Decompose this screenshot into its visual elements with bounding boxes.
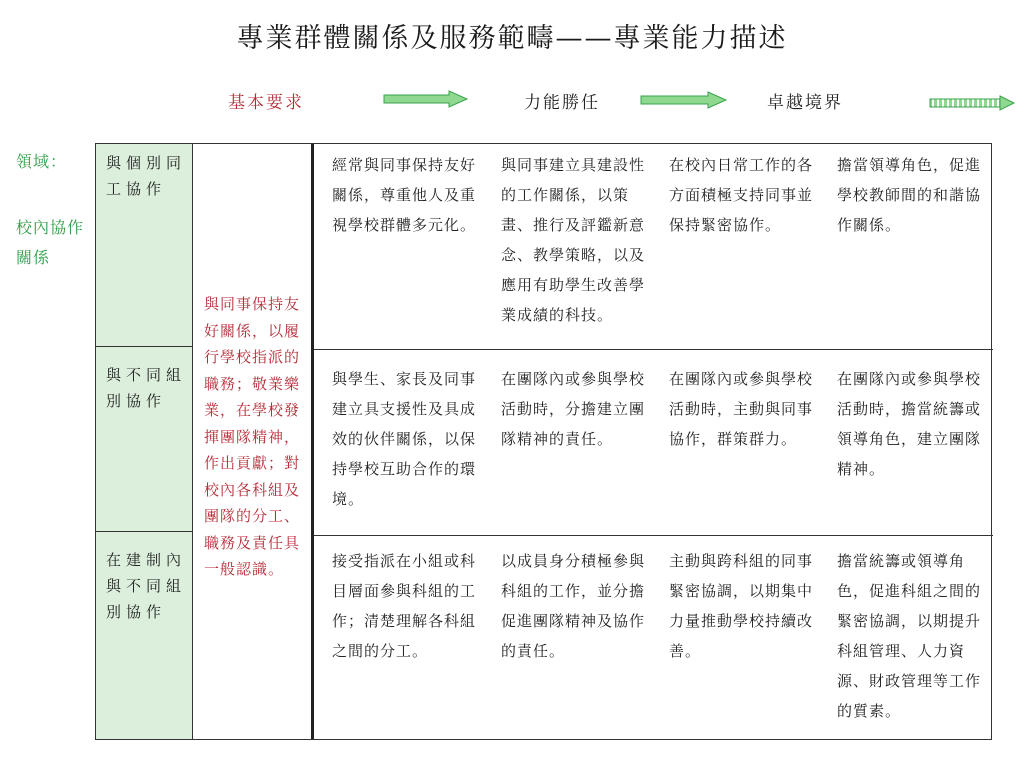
domain-label: 領域： [16,152,68,171]
right-arrow-icon [640,91,728,109]
level-basic-label: 基本要求 [228,93,304,113]
table-cell: 擔當領導角色，促進學校教師間的和諧協作關係。 [837,156,982,234]
table-cell: 接受指派在小組或科目層面參與科組的工作；清楚理解各科組之間的分工。 [332,552,477,660]
aspect-cell: 與個別同工協作 [106,154,187,198]
striped-right-arrow-icon [929,95,1017,111]
aspect-cell: 與不同組別協作 [106,366,187,410]
level-excellent-label: 卓越境界 [767,93,843,113]
table-cell: 在團隊內或參與學校活動時，分擔建立團隊精神的責任。 [501,370,646,448]
domain-value: 校內協作關係 [16,218,85,267]
row-divider [96,346,193,347]
table-cell: 與同事建立具建設性的工作關係，以策畫、推行及評鑑新意念、教學策略，以及應用有助學生改善學業成績的科技。 [501,156,646,324]
right-arrow-icon [383,90,469,108]
table-cell: 擔當統籌或領導角色，促進科組之間的緊密協調，以期提升科組管理、人力資源、財政管理等工作的質素。 [837,552,982,720]
aspect-cell: 在建制內與不同組別協作 [106,551,187,621]
table-cell: 在校內日常工作的各方面積極支持同事並保持緊密協作。 [669,156,814,234]
row-divider [314,535,993,536]
basic-requirement-text: 與同事保持友好關係，以履行學校指派的職務；敬業樂業，在學校發揮團隊精神，作出貢獻；對校內各科組及團隊的分工、職務及責任具一般認識。 [204,295,301,578]
page-title: 專業群體關係及服務範疇——專業能力描述 [236,23,788,54]
aspect-column [96,144,193,739]
table-cell: 以成員身分積極參與科組的工作，並分擔促進團隊精神及協作的責任。 [501,552,646,660]
table-cell: 在團隊內或參與學校活動時，主動與同事協作，群策群力。 [669,370,814,448]
table-cell: 主動與跨科組的同事緊密協調，以期集中力量推動學校持續改善。 [669,552,814,660]
table-cell: 與學生、家長及同事建立具支援性及具成效的伙伴關係，以保持學校互助合作的環境。 [332,370,477,508]
table-cell: 在團隊內或參與學校活動時，擔當統籌或領導角色，建立團隊精神。 [837,370,982,478]
row-divider [96,531,193,532]
row-divider [314,349,993,350]
competency-table [95,143,992,740]
table-cell: 經常與同事保持友好關係，尊重他人及重視學校群體多元化。 [332,156,477,234]
level-capable-label: 力能勝任 [524,93,600,113]
